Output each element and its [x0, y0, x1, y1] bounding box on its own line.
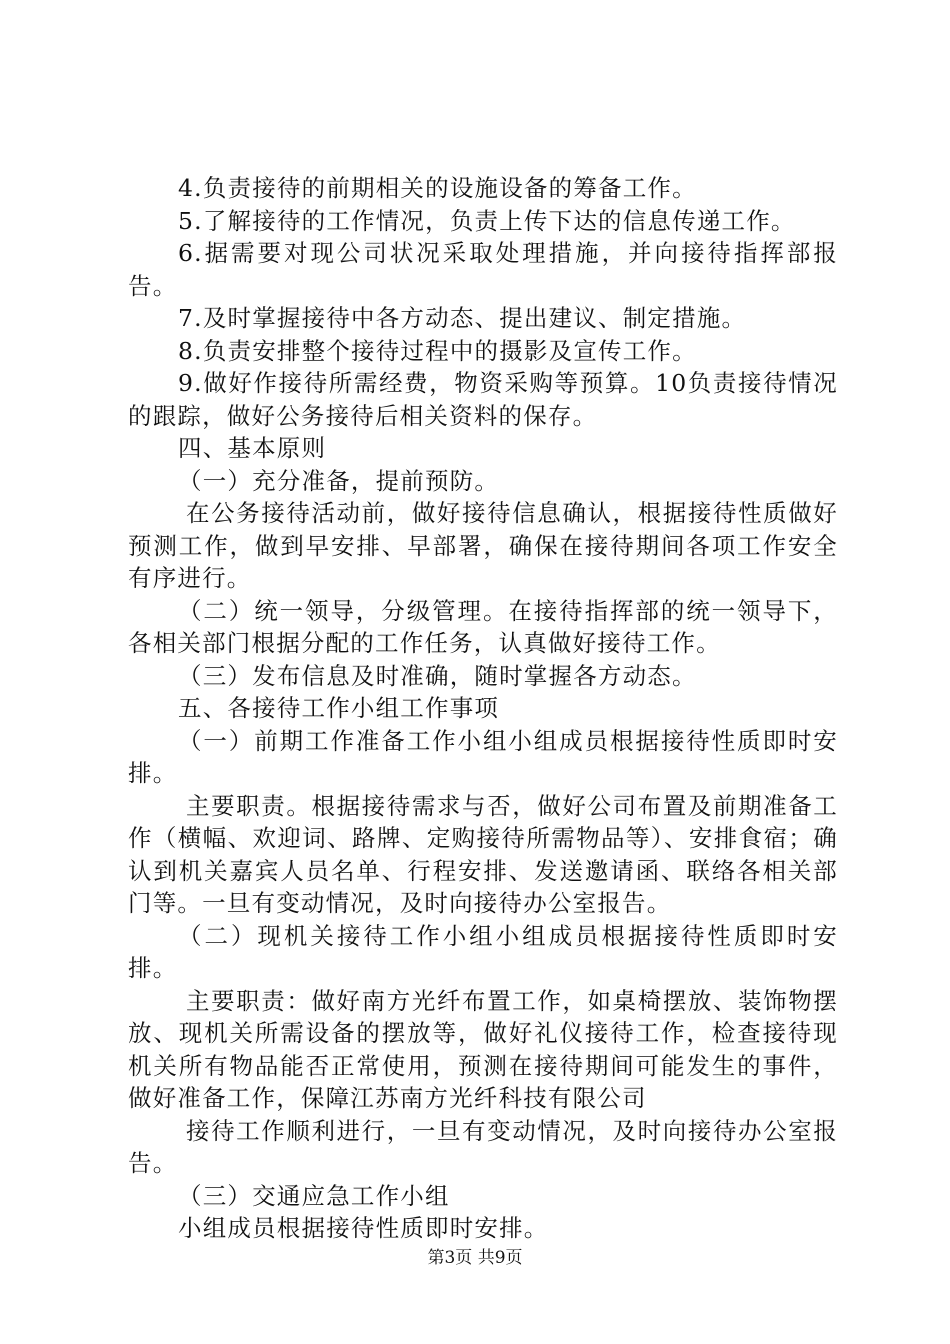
group-1-duties: 主要职责。根据接待需求与否，做好公司布置及前期准备工作（横幅、欢迎词、路牌、定购接待所需物品等）、安排食宿；确认到机关嘉宾人员名单、行程安排、发送邀请函、联络各相关部门等。一旦有变动情况，及时向接待办公室报告。 — [128, 791, 838, 917]
paragraph-duty-9-10: 9.做好作接待所需经费，物资采购等预算。10负责接待情况的跟踪，做好公务接待后相关资料的保存。 — [128, 369, 838, 430]
group-3-heading: （三）交通应急工作小组 — [178, 1181, 450, 1210]
principle-3: （三）发布信息及时准确，随时掌握各方动态。 — [178, 661, 697, 690]
group-2-duties: 主要职责：做好南方光纤布置工作，如桌椅摆放、装饰物摆放、现机关所需设备的摆放等，做好礼仪接待工作，检查接待现机关所有物品能否正常使用，预测在接待期间可能发生的事件，做好准备工作，保障江苏南方光纤科技有限公司 — [128, 986, 838, 1112]
paragraph-duty-8: 8.负责安排整个接待过程中的摄影及宣传工作。 — [178, 336, 697, 365]
paragraph-duty-7: 7.及时掌握接待中各方动态、提出建议、制定措施。 — [178, 304, 747, 332]
principle-1-body: 在公务接待活动前，做好接待信息确认，根据接待性质做好预测工作，做到早安排、早部署，确保在接待期间各项工作安全有序进行。 — [128, 499, 838, 592]
section-heading-principles: 四、基本原则 — [178, 434, 327, 462]
page-footer: 第3页 共9页 — [427, 1248, 523, 1268]
section-heading-work-groups: 五、各接待工作小组工作事项 — [178, 694, 500, 722]
paragraph-duty-6: 6.据需要对现公司状况采取处理措施，并向接待指挥部报告。 — [128, 239, 838, 300]
paragraph-duty-4: 4.负责接待的前期相关的设施设备的筹备工作。 — [178, 174, 697, 202]
group-2-heading: （二）现机关接待工作小组小组成员根据接待性质即时安排。 — [128, 921, 838, 982]
principle-2: （二）统一领导，分级管理。在接待指挥部的统一领导下，各相关部门根据分配的工作任务，认真做好接待工作。 — [128, 596, 838, 657]
group-1-heading: （一）前期工作准备工作小组小组成员根据接待性质即时安排。 — [128, 726, 838, 787]
paragraph-duty-5: 5.了解接待的工作情况，负责上传下达的信息传递工作。 — [178, 206, 796, 235]
group-2-duties-continued: 接待工作顺利进行，一旦有变动情况，及时向接待办公室报告。 — [128, 1116, 838, 1177]
group-3-body: 小组成员根据接待性质即时安排。 — [178, 1214, 549, 1242]
principle-1-heading: （一）充分准备，提前预防。 — [178, 466, 500, 495]
document-body — [128, 172, 838, 1245]
